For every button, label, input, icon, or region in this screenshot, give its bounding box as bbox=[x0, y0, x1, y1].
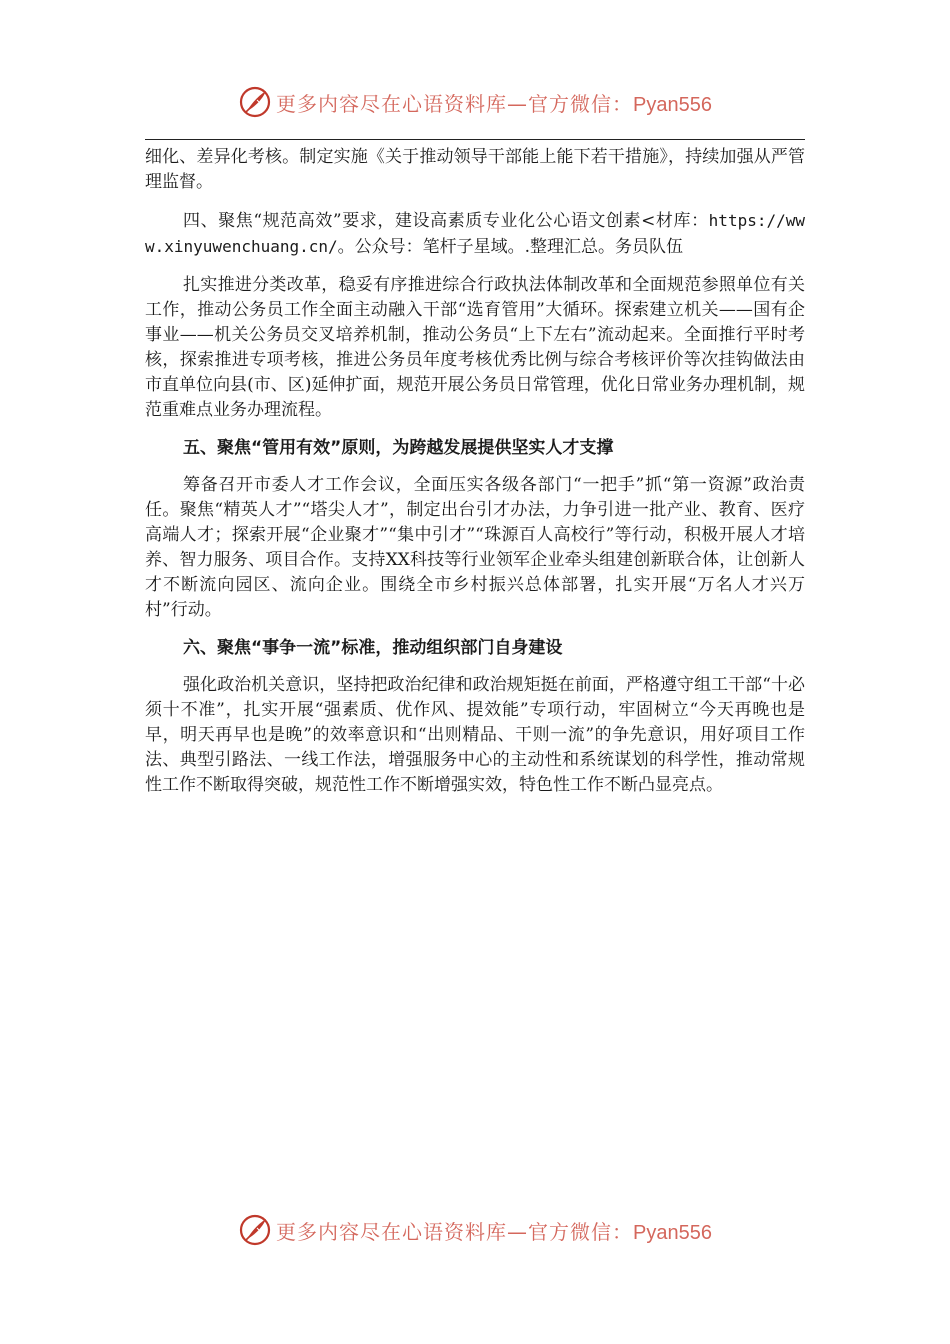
section-four-intro-b: 。公众号：笔杆子星域。.整理汇总。务员队伍 bbox=[337, 237, 684, 257]
footer-wechat-id: Pyan556 bbox=[633, 1221, 712, 1244]
header-banner-label: 更多内容尽在心语资料库—官方微信： bbox=[276, 91, 634, 116]
header-banner-text bbox=[276, 88, 712, 117]
section-four-intro-a: 四、聚焦“规范高效”要求，建设高素质专业化公心语文创素<材库： bbox=[183, 211, 709, 231]
header-divider bbox=[145, 139, 805, 140]
section-six-body: 强化政治机关意识，坚持把政治纪律和政治规矩挺在前面，严格遵守组工干部“十必须十不准”，扎实开展“强素质、优作风、提效能”专项行动，牢固树立“今天再晚也是早，明天再早也是晚”的效率意识和“出则精品、干则一流”的争先意识，用好项目工作法、典型引路法、一线工作法，增强服务中心的主动性和系统谋划的科学性，推动常规性工作不断取得突破，规范性工作不断增强实效，特色性工作不断凸显亮点。 bbox=[145, 675, 805, 795]
header-banner bbox=[0, 82, 950, 122]
section-four-url: https://www.xinyuwenchuang.cn/ bbox=[145, 211, 805, 256]
quill-pen-logo-icon bbox=[238, 1213, 272, 1247]
section-four-intro bbox=[145, 208, 805, 260]
section-five-heading: 五、聚焦“管用有效”原则，为跨越发展提供坚实人才支撑 bbox=[183, 438, 614, 458]
paragraph-continued: 细化、差异化考核。制定实施《关于推动领导干部能上能下若干措施》，持续加强从严管理监督。 bbox=[145, 147, 805, 192]
section-six-heading: 六、聚焦“事争一流”标准，推动组织部门自身建设 bbox=[183, 638, 563, 658]
footer-banner bbox=[0, 1210, 950, 1250]
section-four-body: 扎实推进分类改革，稳妥有序推进综合行政执法体制改革和全面规范参照单位有关工作，推动公务员工作全面主动融入干部“选育管用”大循环。探索建立机关——国有企事业——机关公务员交叉培养机制，推动公务员“上下左右”流动起来。全面推行平时考核，探索推进专项考核，推进公务员年度考核优秀比例与综合考核评价等次挂钩做法由市直单位向县(市、区)延伸扩面，规范开展公务员日常管理，优化日常业务办理机制，规范重难点业务办理流程。 bbox=[145, 275, 805, 420]
section-five-body: 筹备召开市委人才工作会议，全面压实各级各部门“一把手”抓“第一资源”政治责任。聚焦“精英人才”“塔尖人才”，制定出台引才办法，力争引进一批产业、教育、医疗高端人才；探索开展“企业聚才”“集中引才”“珠源百人高校行”等行动，积极开展人才培养、智力服务、项目合作。支持XX科技等行业领军企业牵头组建创新联合体，让创新人才不断流向园区、流向企业。围绕全市乡村振兴总体部署，扎实开展“万名人才兴万村”行动。 bbox=[145, 475, 805, 620]
document-body bbox=[145, 145, 805, 811]
header-wechat-id: Pyan556 bbox=[633, 93, 712, 116]
footer-banner-text bbox=[276, 1216, 712, 1245]
quill-pen-logo-icon bbox=[238, 85, 272, 119]
footer-banner-label: 更多内容尽在心语资料库—官方微信： bbox=[276, 1219, 634, 1244]
